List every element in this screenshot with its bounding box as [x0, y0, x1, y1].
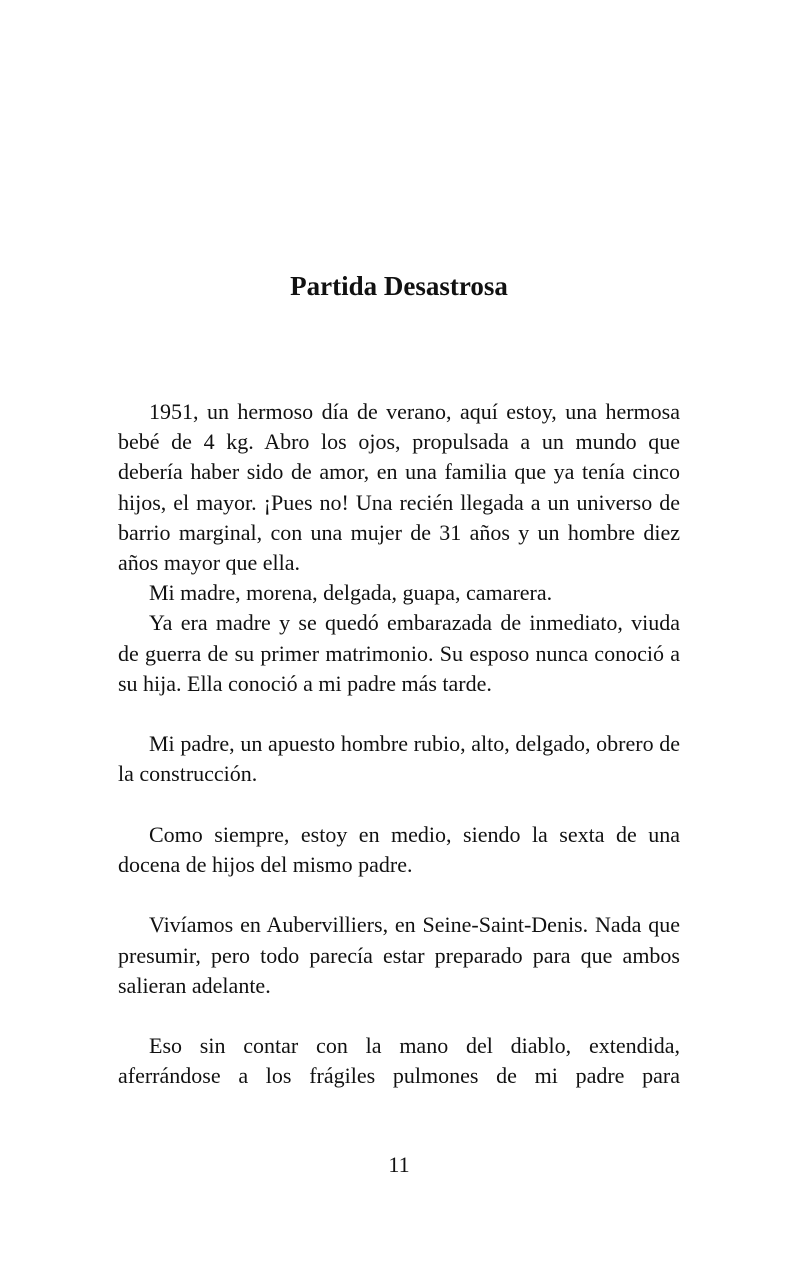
- paragraph: Mi madre, morena, delgada, guapa, camarera.: [149, 580, 553, 606]
- page-number: 11: [388, 1152, 410, 1177]
- paragraph: Ya era madre y se quedó embarazada de inmediato, viuda de guerra de su primer matrimonio. Su esposo nunca conoció a su hija. Ella conoció a mi padre más tarde.: [118, 610, 680, 696]
- paragraph: 1951, un hermoso día de verano, aquí estoy, una hermosa bebé de 4 kg. Abro los ojos, propulsada a un mundo que debería haber sido de amor, en una familia que ya tenía cinco hijos, el mayor. ¡Pues no! Una recién llegada a un universo de barrio marginal, con una mujer de 31 años y un hombre diez años mayor que ella.: [118, 399, 680, 576]
- paragraph-last: Eso sin contar con la mano del diablo, extendida, aferrándose a los frágiles pulmones de mi padre para: [118, 1033, 680, 1089]
- paragraph: Mi padre, un apuesto hombre rubio, alto, delgado, obrero de la construcción.: [118, 731, 680, 787]
- chapter-title: Partida Desastrosa: [290, 271, 508, 301]
- paragraph: Vivíamos en Aubervilliers, en Seine-Saint-Denis. Nada que presumir, pero todo parecía estar preparado para que ambos salieran adelante.: [118, 912, 680, 998]
- paragraph: Como siempre, estoy en medio, siendo la sexta de una docena de hijos del mismo padre.: [118, 821, 680, 878]
- chapter-body: [118, 397, 680, 1092]
